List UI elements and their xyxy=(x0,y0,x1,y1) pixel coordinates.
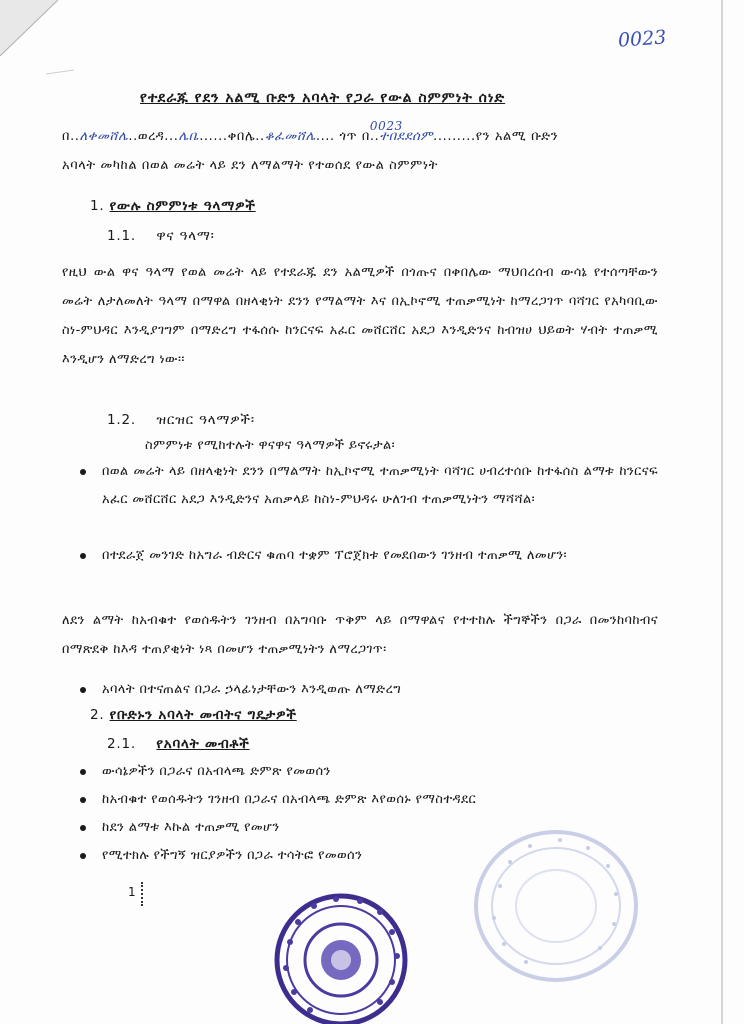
official-stamp-icon xyxy=(272,892,410,1024)
section-2-1-number: 2.1. xyxy=(107,736,136,752)
section-1-1-title: ዋና ዓላማ፡ xyxy=(156,228,215,244)
section-1-2-heading xyxy=(107,412,255,428)
bullet-icon xyxy=(80,687,86,693)
section-2-1-title: የአባላት መብቶች xyxy=(156,736,250,752)
section-1-number: 1. xyxy=(90,198,105,214)
section-2-title: የቡድኑን አባላት መብትና ግዴታዎች xyxy=(109,707,297,723)
section-2-number: 2. xyxy=(90,707,105,723)
list-item-text: ውሳኔዎችን በጋራና በአብላጫ ድምጽ የመወሰን xyxy=(102,764,331,779)
list-item xyxy=(80,458,658,542)
page-number-mark xyxy=(141,882,146,906)
handwritten-page-number: 0023 xyxy=(617,26,668,52)
section-2-1-heading xyxy=(107,736,250,752)
intro-fill-2: ...ሌቤ...... xyxy=(164,129,228,144)
list-item-text: ከአብቁተ የወሰዱትን ገንዘብ በጋራና በአብላጫ ድምጽ እየወሰኑ የማስተዳደር xyxy=(102,792,477,807)
section-2-heading xyxy=(90,707,297,723)
list-item xyxy=(80,758,658,786)
intro-part-3: ቀበሌ xyxy=(227,129,256,144)
list-item xyxy=(80,542,658,598)
document-title: የተደራጁ የደን አልሚ ቡድን አባላት የጋራ የውል ስምምነት ሰነድ xyxy=(140,90,506,106)
list-item-text: አባላት በተናጠልና በጋራ ኃላፊነታቸውን እንዲወጡ ለማድረግ xyxy=(102,682,402,697)
section-1-heading xyxy=(90,198,256,214)
specific-intro: ስምምነቱ የሚከተሉት ዋናዋና ዓላማዎች ይኖሩታል፡ xyxy=(145,438,396,453)
loan-paragraph: ለደን ልማት ከአብቁተ የወሰዱትን ገንዘብ በአግባቡ ጥቅም ላይ በማዋልና የተተከሉ ችግኞችን በጋራ በመንከባከብና በማጽደቅ ከእዳ ተጠያቂነት ነጻ በመሆን ተጠቃሚነትን ለማረጋገጥ፡ xyxy=(62,613,658,657)
intro-fill-4: 0023 ..ተበደደሰም......... xyxy=(369,119,476,144)
page-number: 1 xyxy=(128,885,136,899)
bullet-icon xyxy=(80,853,86,859)
section-1-title: የውሉ ስምምነቱ ዓላማዎች xyxy=(109,198,256,214)
bullet-icon xyxy=(80,553,86,559)
faint-stamp-icon xyxy=(470,826,642,986)
section-1-1-heading xyxy=(107,228,215,244)
intro-line-2: አባላት መካከል በወል መሬት ላይ ደን ለማልማት የተወሰደ የውል ስምምነት xyxy=(62,158,439,173)
list-item-text: በተደራጀ መንገድ ከአግራ ብድርና ቁጠባ ተቋም ፕሮጀክቱ የመደበውን ገንዘብ ተጠቃሚ ለመሆን፡ xyxy=(102,548,568,563)
bullet-icon xyxy=(80,797,86,803)
list-item-text: ከደን ልማቱ እኩል ተጠቃሚ የመሆን xyxy=(102,820,280,835)
intro-line-1 xyxy=(62,119,559,144)
intro-fill-3: ..ቆፈመሸሌ.... xyxy=(255,129,335,144)
list-item xyxy=(80,676,658,704)
bullet-icon xyxy=(80,469,86,475)
intro-part-4: ጎጥ በ xyxy=(339,129,370,144)
intro-part-1: በ xyxy=(62,129,71,144)
list-item xyxy=(80,786,658,814)
list-item-text: የሚተክሉ የችግኝ ዝርያዎችን በጋራ ተሳትፎ የመወሰን xyxy=(102,848,363,863)
section-1-2-title: ዝርዝር ዓላማዎች፡ xyxy=(156,412,255,428)
intro-part-5: የን አልሚ ቡድን xyxy=(475,129,559,144)
bullet-icon xyxy=(80,769,86,775)
section-1-1-number: 1.1. xyxy=(107,228,136,244)
main-purpose-paragraph: የዚህ ውል ዋና ዓላማ የወል መሬት ላይ የተደራጁ ደን አልሚዎች በጎጡና በቀበሌው ማህበረሰብ ውሳኔ የተሰጣቸውን መሬት ለታለመለት ዓላማ በማዋል በዘላቂነት ደንን የማልማት እና በኢኮኖሚ ተጠቃሚነት ከማረጋገጥ ባሻገር የአካባቢው ስነ-ምህዳር እንዲያገግም በማድረግ ተፋሰሱ ከንርናፍ አፈር መሸርሸር አደጋ እንዲድንና ከብዝሀ ህይወት ሃብት ተጠቃሚ እንዲሆን ለማድረግ ነው፡፡ xyxy=(62,265,658,367)
section-1-2-number: 1.2. xyxy=(107,412,136,428)
bullet-icon xyxy=(80,825,86,831)
intro-fill-1: ..ለቀመሸሌ.. xyxy=(70,129,138,144)
list-item-text: በወል መሬት ላይ በዘላቂነት ደንን በማልማት ከኢኮኖሚ ተጠቃሚነት ባሻገር ሀብረተሰቡ ከተፋሰስ ልማቱ ከንርናፍ አፈር መሸርሸር አደጋ እንዲድንና አጠቃላይ ከስነ-ምህዳሩ ሁለገብ ተጠቃሚነትን ማሻሻል፡ xyxy=(102,464,658,507)
intro-part-2: ወረዳ xyxy=(137,129,165,144)
